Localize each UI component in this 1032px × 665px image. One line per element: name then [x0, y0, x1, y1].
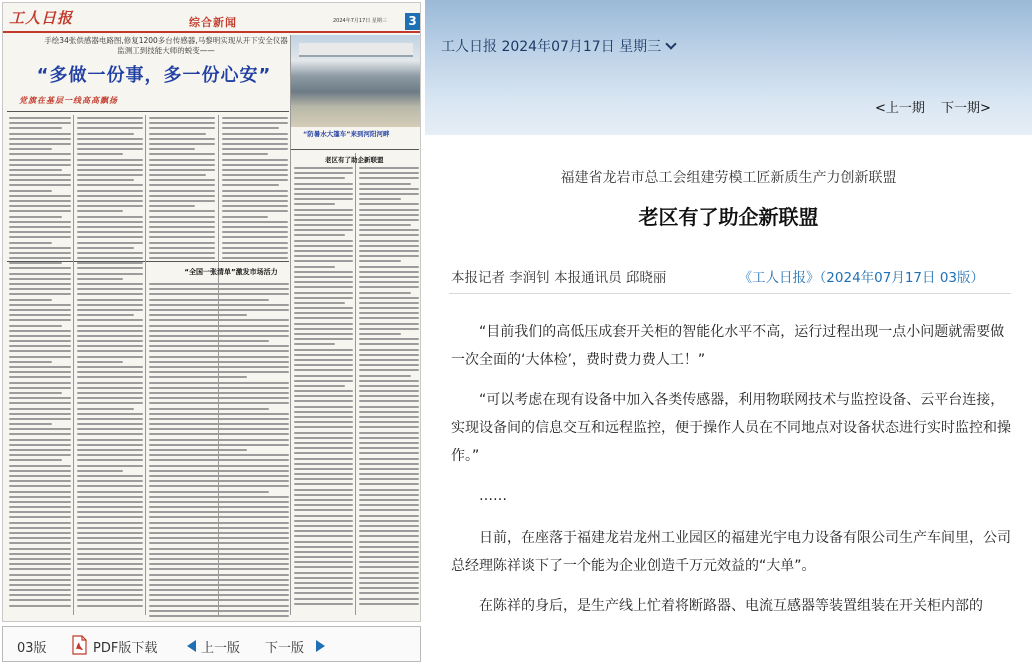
column-rule — [7, 111, 289, 112]
column-rule — [291, 149, 419, 150]
newspaper-page-number: 3 — [405, 13, 420, 30]
newspaper-page-image[interactable] — [2, 2, 421, 622]
issue-navigation — [875, 97, 991, 116]
lead-story-subhead[interactable]: 手绘34张供感器电路图,修复1200多台传感器,马黎明实现从开下安全仪器监测工到技能大师的蜕变—— — [44, 36, 288, 55]
newspaper-text-column[interactable] — [359, 167, 419, 617]
next-edition-arrow-icon[interactable] — [316, 640, 325, 652]
next-issue-link[interactable]: 下一期> — [941, 101, 991, 116]
next-edition-link[interactable]: 下一版 — [265, 641, 305, 656]
article-paragraph: 日前，在座落于福建龙岩龙州工业园区的福建光宇电力设备有限公司生产车间里，公司总经理陈祥谈下了一个能为企业创造千万元效益的“大单”。 — [451, 530, 1011, 574]
reader-header — [425, 0, 1032, 135]
prev-edition-arrow-icon[interactable] — [187, 640, 196, 652]
middle-story-headline[interactable]: “全国一张清单”激发市场活力 — [184, 268, 278, 276]
article-paragraph: “目前我们的高低压成套开关柜的智能化水平不高，运行过程出现一点小问题就需要做一次全面的‘大体检’，费时费力费人工！” — [451, 324, 1005, 368]
lead-story-kicker: 党旗在基层一线高高飘扬 — [19, 96, 118, 105]
column-divider — [355, 153, 356, 615]
column-divider — [145, 115, 146, 615]
article-paragraph: …… — [479, 488, 507, 504]
newspaper-masthead — [3, 3, 421, 33]
page-number-label: 03版 — [17, 641, 47, 656]
column-divider — [73, 115, 74, 615]
article-paragraph: “可以考虑在现有设备中加入各类传感器，利用物联网技术与监控设备、云平台连接，实现设备间的信息交互和远程监控，便于操作人员在不同地点对设备状态进行实时监控和操作。” — [451, 392, 1011, 464]
newspaper-logo-subtext — [75, 9, 115, 14]
newspaper-pane — [0, 0, 425, 665]
pdf-file-icon[interactable] — [70, 635, 88, 655]
prev-issue-link[interactable]: <上一期 — [875, 101, 925, 116]
newspaper-text-column[interactable] — [9, 117, 71, 617]
newspaper-text-column[interactable] — [149, 283, 289, 618]
newspaper-logo: 工人日报 — [9, 9, 74, 27]
pdf-download-link[interactable]: PDF版下载 — [93, 641, 158, 656]
newspaper-text-column[interactable] — [222, 117, 288, 262]
page-toolbar — [2, 626, 421, 662]
newspaper-section-title: 综合新闻 — [189, 16, 237, 29]
newspaper-text-column[interactable] — [77, 117, 143, 617]
article-source: 《工人日报》（2024年07月17日 03版） — [738, 270, 984, 286]
article-title: 老区有了助企新联盟 — [638, 205, 819, 229]
news-photo-canopy — [299, 43, 413, 57]
article-content — [425, 135, 1032, 665]
lead-story-headline[interactable]: “多做一份事，多一份心安” — [36, 65, 272, 86]
article-story-headline[interactable]: 老区有了助企新联盟 — [325, 156, 384, 164]
article-body — [451, 318, 1011, 632]
article-divider — [449, 293, 1011, 294]
newspaper-text-column[interactable] — [149, 117, 215, 262]
column-divider — [290, 35, 291, 615]
prev-edition-link[interactable]: 上一版 — [201, 641, 241, 656]
edition-date-selector[interactable] — [441, 36, 675, 56]
article-paragraph: 在陈祥的身后，是生产线上忙着将断路器、电流互感器等装置组装在开关柜内部的 — [479, 598, 983, 614]
article-reader-pane — [425, 0, 1032, 665]
newspaper-text-column[interactable] — [294, 167, 353, 617]
edition-date-text: 工人日报 2024年07月17日 星期三 — [441, 39, 662, 55]
article-subtitle: 福建省龙岩市总工会组建劳模工匠新质生产力创新联盟 — [560, 170, 897, 186]
article-byline: 本报记者 李润钊 本报通讯员 邱晓丽 — [451, 270, 667, 286]
news-photo-caption[interactable]: “防暑水大篷车”来到河阳河畔 — [303, 130, 390, 138]
chevron-down-icon[interactable] — [666, 38, 677, 49]
newspaper-date-line: 2024年7月17日 星期三 — [333, 18, 387, 24]
